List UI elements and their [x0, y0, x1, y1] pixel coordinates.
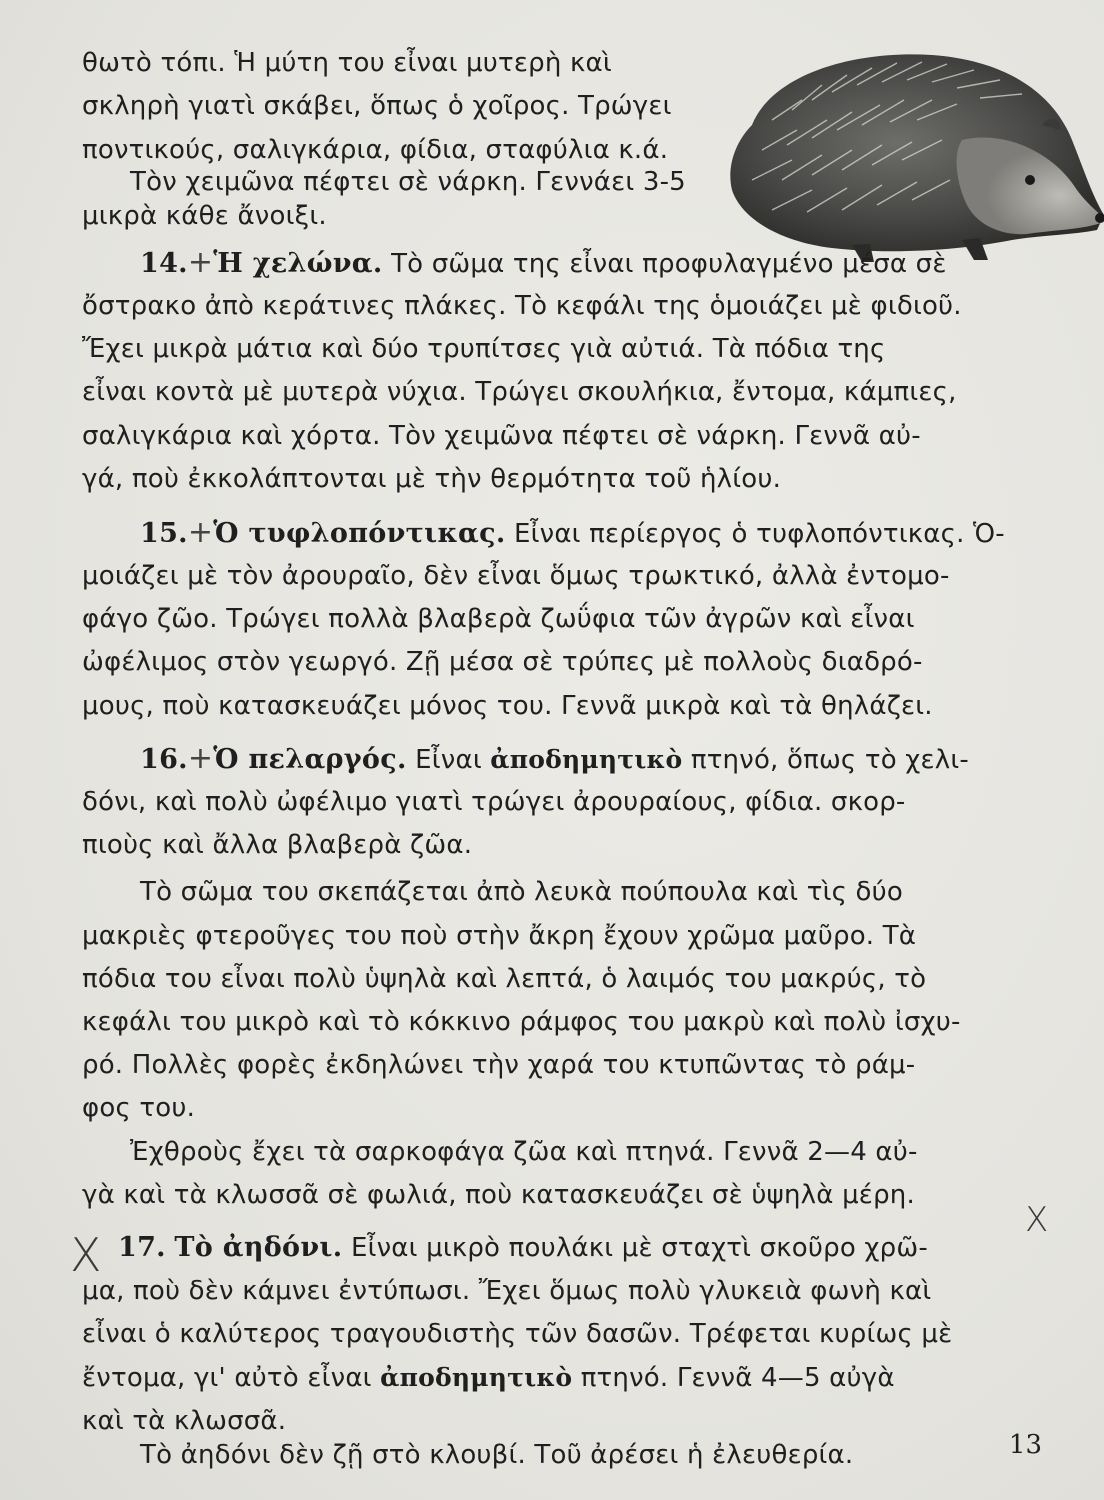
text-line: κεφάλι του μικρὸ καὶ τὸ κόκκινο ράμφος του μακρὺ καὶ πολὺ ἰσχυ-: [82, 1007, 961, 1037]
text-line: ἔντομα, γι' αὐτὸ εἶναι: [82, 1363, 372, 1393]
text-line: μακριὲς φτεροῦγες του ποὺ στὴν ἄκρη ἔχουν χρῶμα μαῦρο. Τὰ: [82, 921, 917, 951]
text-line: καὶ τὰ κλωσσᾶ.: [82, 1406, 287, 1436]
text-line: ρό. Πολλὲς φορὲς ἐκδηλώνει τὴν χαρά του κτυπῶντας τὸ ράμ-: [82, 1050, 916, 1080]
text-line: Τὸ σῶμα του σκεπάζεται ἀπὸ λευκὰ πούπουλα καὶ τὶς δύο: [140, 877, 903, 907]
section-17-title: Τὸ ἀηδόνι.: [174, 1232, 343, 1263]
section-17-line: [118, 1226, 928, 1270]
text-line: Εἶναι περίεργος ὁ τυφλοπόντικας. Ὁ-: [513, 519, 1005, 549]
section-14-number: 14.: [140, 248, 188, 279]
pencil-plus-mark: +: [187, 245, 214, 280]
text-line: Ἐχθροὺς ἔχει τὰ σαρκοφάγα ζῶα καὶ πτηνά. Γεννᾶ 2—4 αὐ-: [130, 1137, 918, 1167]
pencil-cross-mark-left: X: [70, 1228, 102, 1282]
section-16-number: 16.: [140, 744, 188, 775]
pencil-plus-mark: +: [187, 741, 214, 776]
text-line: ποντικούς, σαλιγκάρια, φίδια, σταφύλια κ.ά.: [82, 135, 669, 165]
section-14-title: Ἡ χελώνα.: [213, 248, 383, 279]
text-line: μα, ποὺ δὲν κάμνει ἐντύπωσι. Ἔχει ὅμως πολὺ γλυκειὰ φωνὴ καὶ: [82, 1276, 932, 1306]
pencil-cross-mark-right: X: [1025, 1200, 1049, 1240]
section-16-title: Ὁ πελαργός.: [213, 744, 407, 775]
section-17-number: 17.: [118, 1232, 166, 1263]
page-number: 13: [1008, 1430, 1042, 1460]
text-line: Τὸ ἀηδόνι δὲν ζῇ στὸ κλουβί. Τοῦ ἀρέσει ἡ ἐλευθερία.: [140, 1440, 854, 1470]
bold-term: ἀποδημητικὸ: [380, 1363, 573, 1392]
text-line: μους, ποὺ κατασκευάζει μόνος του. Γεννᾶ μικρὰ καὶ τὰ θηλάζει.: [82, 691, 933, 721]
text-line: εἶναι ὁ καλύτερος τραγουδιστὴς τῶν δασῶν. Τρέφεται κυρίως μὲ: [82, 1319, 953, 1349]
section-15-line: [140, 511, 1005, 556]
text-line: Ἔχει μικρὰ μάτια καὶ δύο τρυπίτσες γιὰ αὐτιά. Τὰ πόδια της: [82, 334, 886, 364]
text-line: φάγο ζῶο. Τρώγει πολλὰ βλαβερὰ ζωΰφια τῶν ἀγρῶν καὶ εἶναι: [82, 604, 915, 634]
text-line: σκληρὴ γιατὶ σκάβει, ὅπως ὁ χοῖρος. Τρώγει: [82, 91, 672, 121]
text-line: ὄστρακο ἀπὸ κεράτινες πλάκες. Τὸ κεφάλι της ὁμοιάζει μὲ φιδιοῦ.: [82, 291, 962, 321]
text-line: πτηνό. Γεννᾶ 4—5 αὐγὰ: [580, 1363, 895, 1393]
text-line: Τὸν χειμῶνα πέφτει σὲ νάρκη. Γεννάει 3-5: [130, 167, 686, 197]
text-line: σαλιγκάρια καὶ χόρτα. Τὸν χειμῶνα πέφτει σὲ νάρκη. Γεννᾶ αὐ-: [82, 421, 921, 451]
bold-term: ἀποδημητικὸ: [490, 745, 683, 774]
text-line: Εἶναι: [415, 745, 482, 775]
text-line: θωτὸ τόπι. Ἡ μύτη του εἶναι μυτερὴ καὶ: [82, 48, 612, 78]
text-line: μικρὰ κάθε ἄνοιξι.: [82, 201, 327, 231]
text-line: εἶναι κοντὰ μὲ μυτερὰ νύχια. Τρώγει σκουλήκια, ἔντομα, κάμπιες,: [82, 377, 957, 407]
text-line: δόνι, καὶ πολὺ ὠφέλιμο γιατὶ τρώγει ἀρουραίους, φίδια. σκορ-: [82, 787, 906, 817]
text-line: πιοὺς καὶ ἄλλα βλαβερὰ ζῶα.: [82, 830, 473, 860]
text-line: γὰ καὶ τὰ κλωσσᾶ σὲ φωλιά, ποὺ κατασκευάζει σὲ ὑψηλὰ μέρη.: [82, 1180, 915, 1210]
text-line: φος του.: [82, 1093, 196, 1123]
text-line: μοιάζει μὲ τὸν ἀρουραῖο, δὲν εἶναι ὅμως τρωκτικό, ἀλλὰ ἐντομο-: [82, 561, 950, 591]
text-line: ὠφέλιμος στὸν γεωργό. Ζῇ μέσα σὲ τρύπες μὲ πολλοὺς διαδρό-: [82, 647, 923, 677]
hedgehog-illustration: [712, 30, 1104, 270]
text-line: πτηνό, ὅπως τὸ χελι-: [690, 745, 969, 775]
section-16-line: [140, 737, 969, 782]
section-14-line: [140, 241, 947, 286]
text-line: [82, 1356, 895, 1400]
text-line: γά, ποὺ ἐκκολάπτονται μὲ τὴν θερμότητα τοῦ ἡλίου.: [82, 464, 782, 494]
text-line: πόδια του εἶναι πολὺ ὑψηλὰ καὶ λεπτά, ὁ λαιμός του μακρύς, τὸ: [82, 964, 927, 994]
section-15-number: 15.: [140, 518, 188, 549]
section-15-title: Ὁ τυφλοπόντικας.: [213, 518, 506, 549]
pencil-plus-mark: +: [187, 515, 214, 550]
text-line: Τὸ σῶμα της εἶναι προφυλαγμένο μέσα σὲ: [391, 249, 947, 279]
text-line: Εἶναι μικρὸ πουλάκι μὲ σταχτὶ σκοῦρο χρῶ-: [350, 1233, 928, 1263]
